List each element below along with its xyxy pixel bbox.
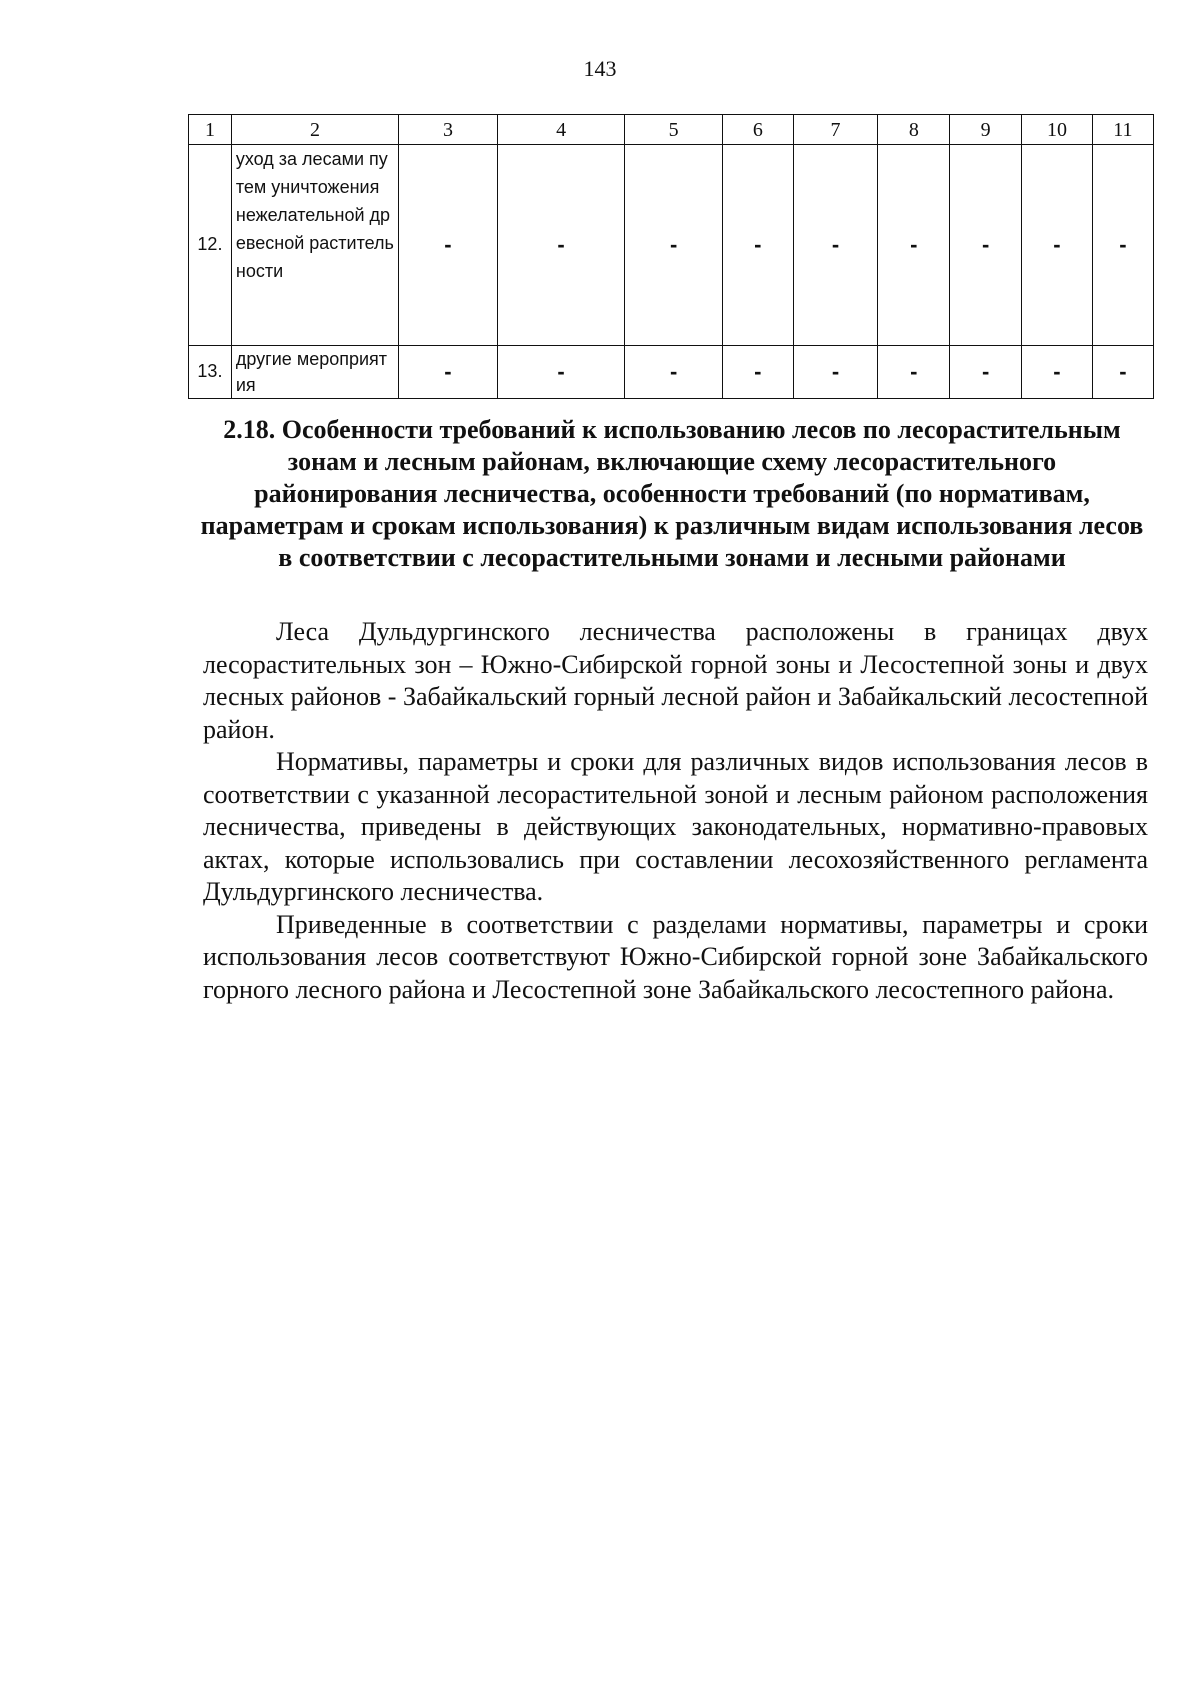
column-header: 1: [189, 115, 232, 145]
column-header: 11: [1092, 115, 1153, 145]
page-number: 143: [583, 56, 617, 81]
column-header: 6: [722, 115, 793, 145]
table-row: [189, 145, 1154, 346]
table-cell: -: [1022, 346, 1093, 399]
column-header: 7: [793, 115, 878, 145]
table-cell: -: [950, 145, 1022, 346]
paragraph: Нормативы, параметры и сроки для различных видов использования лесов в соответствии с указанной лесорастительной зоной и лесным районом расположения лесничества, приведены в действующих законодательных, нормативно-правовых актах, которые использовались при составлении лесохозяйственного регламента Дульдургинского лесничества.: [203, 747, 1148, 906]
activity-name: уход за лесами путем уничтожения нежелательной древесной растительности: [231, 145, 398, 346]
table-cell: -: [878, 145, 950, 346]
column-header: 10: [1022, 115, 1093, 145]
table-cell: -: [399, 145, 498, 346]
table-cell: -: [722, 145, 793, 346]
activities-table: [188, 114, 1154, 399]
table-cell: -: [1092, 346, 1153, 399]
table-cell: -: [878, 346, 950, 399]
table-cell: -: [497, 346, 625, 399]
table-cell: -: [722, 346, 793, 399]
column-header: 8: [878, 115, 950, 145]
row-number: 13.: [189, 346, 232, 399]
table-cell: -: [1092, 145, 1153, 346]
activity-name: другие мероприятия: [231, 346, 398, 399]
section-heading: 2.18. Особенности требований к использованию лесов по лесорастительным зонам и лесным районам, включающие схему лесорастительного районирования лесничества, особенности требований (по нормативам, параметрам и срокам использования) к различным видам использования лесов в соответствии с лесорастительными зонами и лесными районами: [200, 415, 1144, 572]
section-body: [203, 616, 1148, 1006]
row-number: 12.: [189, 145, 232, 346]
table-row: [189, 346, 1154, 399]
table-cell: -: [625, 346, 723, 399]
paragraph: Леса Дульдургинского лесничества расположены в границах двух лесорастительных зон – Южно-Сибирской горной зоны и Лесостепной зоны и двух лесных районов - Забайкальский горный лесной район и Забайкальский лесостепной район.: [203, 617, 1148, 744]
table-cell: -: [950, 346, 1022, 399]
column-header: 2: [231, 115, 398, 145]
table-cell: -: [399, 346, 498, 399]
table-cell: -: [497, 145, 625, 346]
table-cell: -: [793, 145, 878, 346]
column-header: 5: [625, 115, 723, 145]
table-cell: -: [625, 145, 723, 346]
column-header: 3: [399, 115, 498, 145]
paragraph: Приведенные в соответствии с разделами нормативы, параметры и сроки использования лесов соответствуют Южно-Сибирской горной зоне Забайкальского горного лесного района и Лесостепной зоне Забайкальского лесостепного района.: [203, 909, 1148, 1004]
table-header-row: [189, 115, 1154, 145]
table-cell: -: [793, 346, 878, 399]
table-cell: -: [1022, 145, 1093, 346]
column-header: 4: [497, 115, 625, 145]
column-header: 9: [950, 115, 1022, 145]
